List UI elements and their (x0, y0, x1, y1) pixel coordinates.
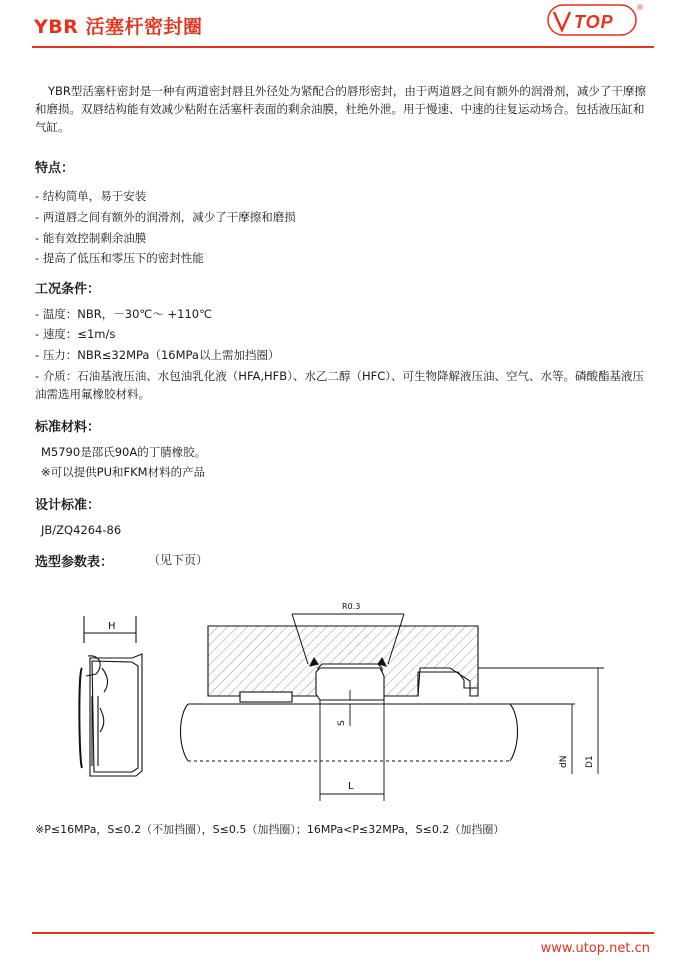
features-heading: 特点： (35, 161, 75, 176)
svg-text:L: L (348, 781, 354, 792)
feature-item: - 能有效控制剩余油膜 (35, 231, 147, 245)
material-line: M5790是邵氏90A的丁腈橡胶。 (41, 445, 207, 459)
svg-text:®: ® (637, 3, 643, 12)
feature-item: - 提高了低压和零压下的密封性能 (35, 251, 204, 265)
website-url[interactable]: www.utop.net.cn (540, 941, 650, 956)
conditions-heading: 工况条件： (35, 282, 101, 297)
page-title: YBR 活塞杆密封圈 (34, 16, 203, 38)
material-heading: 标准材料： (35, 420, 101, 435)
feature-item: - 结构简单，易于安装 (35, 189, 147, 203)
svg-text:D1: D1 (585, 755, 595, 768)
svg-text:S: S (337, 720, 347, 726)
footer-rule (32, 932, 654, 934)
design-standard: JB/ZQ4264-86 (41, 523, 122, 537)
condition-item: - 压力：NBR≤32MPa（16MPa以上需加挡圈） (35, 348, 280, 362)
svg-text:dN: dN (559, 755, 569, 768)
feature-item: - 两道唇之间有额外的润滑剂，减少了干摩擦和磨损 (35, 210, 296, 224)
condition-item: - 速度：≤1m/s (35, 327, 116, 341)
condition-item: - 介质：石油基液压油、水包油乳化液（HFA,HFB）、水乙二醇（HFC）、可生物降解液压油、空气、水等。磷酸酯基液压油需选用氟橡胶材料。 (35, 369, 644, 401)
utop-logo (540, 0, 650, 40)
seal-diagram (70, 596, 610, 811)
condition-item: - 温度：NBR，－30℃～ +110℃ (35, 307, 212, 321)
svg-text:R0.3: R0.3 (342, 602, 361, 611)
pressure-footnote: ※P≤16MPa，S≤0.2（不加挡圈），S≤0.5（加挡圈）；16MPa<P≤32MPa，S≤0.2（加挡圈） (35, 823, 505, 836)
selection-note: （见下页） (148, 553, 209, 567)
design-heading: 设计标准： (35, 498, 101, 513)
svg-text:TOP: TOP (574, 12, 614, 32)
selection-heading: 选型参数表： (35, 555, 114, 570)
svg-text:H: H (108, 621, 116, 632)
header-rule (32, 46, 654, 48)
material-note: ※可以提供PU和FKM材料的产品 (41, 465, 206, 479)
intro-paragraph: YBR型活塞杆密封是一种有两道密封唇且外径处为紧配合的唇形密封，由于两道唇之间有额外的润滑剂，减少了干摩擦和磨损。双唇结构能有效减少粘附在活塞杆表面的剩余油膜，杜绝外泄。用于慢速、中速的往复运动场合。包括液压缸和气缸。 (35, 84, 646, 134)
